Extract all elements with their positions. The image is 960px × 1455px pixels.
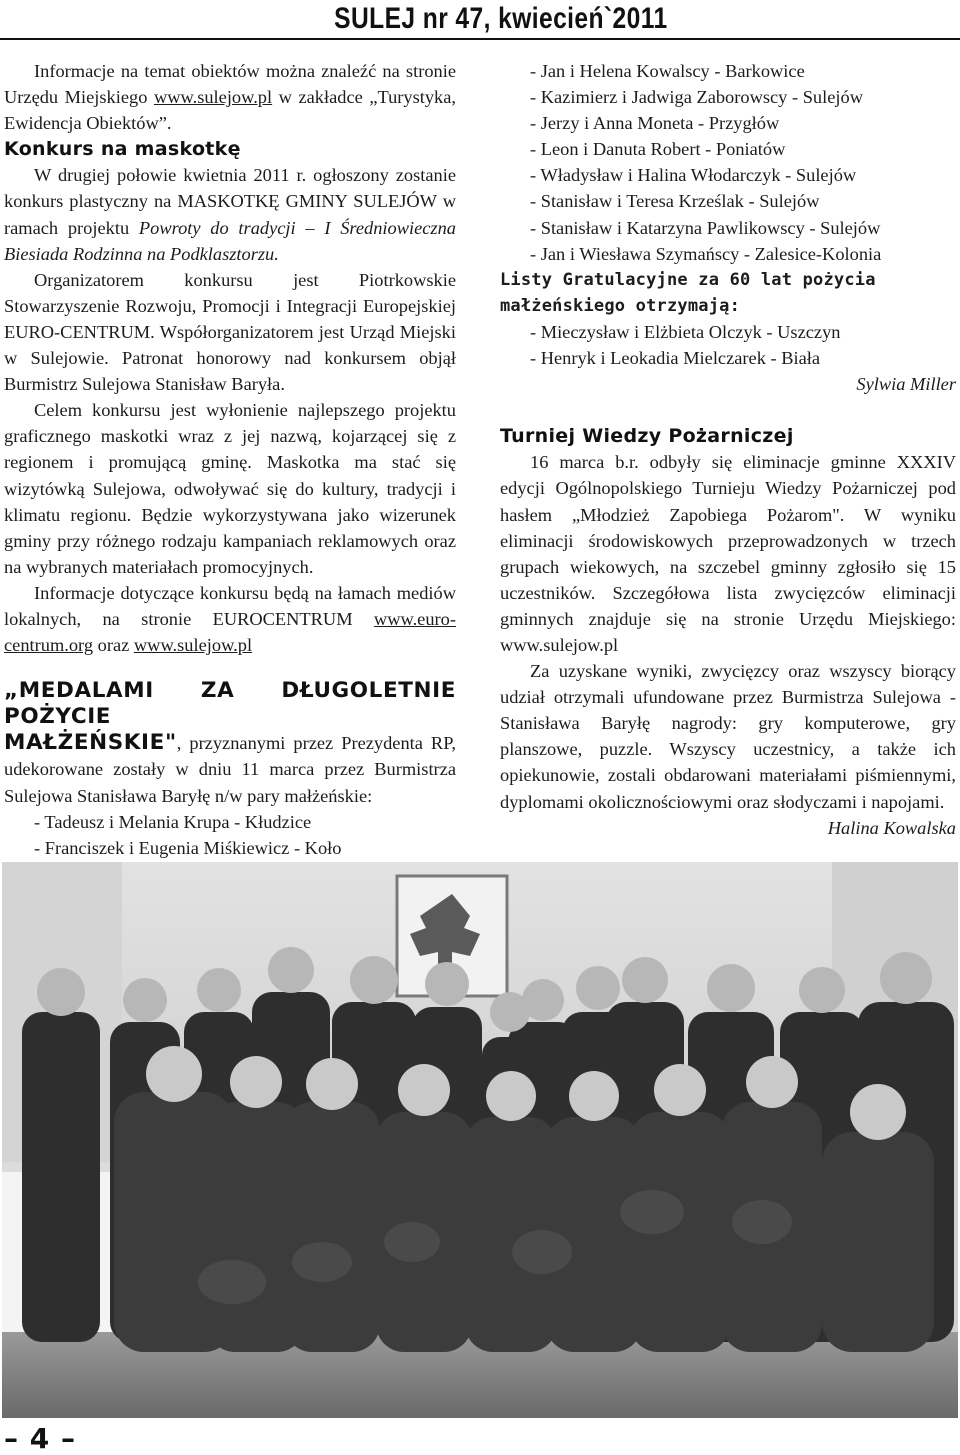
listy-heading: Listy Gratulacyjne za 60 lat pożycia małżeńskiego otrzymają: bbox=[500, 269, 876, 316]
medals-paragraph: MAŁŻEŃSKIE", przyznanymi przez Prezydenta RP, udekorowane zostały w dniu 11 marca przez Burmistrza Sulejowa Stanisława Baryłę n/w pary małżeńskie: bbox=[4, 730, 456, 806]
mascot-paragraph-3: Celem konkursu jest wyłonienie najlepszego projektu graficznego maskotki wraz z jej nazwą, kojarzącej się z regionem i promującą gminę. Maskotka ma stać się wizytówką Sulejowa, odwoływać się do kultury, tradycji i klimatu regionu. Będzie wykorzystywana jako wizerunek gminy przy różnego rodzaju kampaniach reklamowych oraz na wybranych materiałach promocyjnych. bbox=[4, 400, 456, 577]
couple-item: - Jerzy i Anna Moneta - Przygłów bbox=[530, 113, 780, 134]
masthead-rule bbox=[0, 38, 960, 40]
listy-item: - Henryk i Leokadia Mielczarek - Biała bbox=[530, 348, 821, 369]
group-photo bbox=[2, 862, 958, 1418]
page-number: – 4 – bbox=[4, 1422, 76, 1455]
masthead bbox=[0, 0, 960, 40]
signature-halina-kowalska: Halina Kowalska bbox=[827, 817, 956, 838]
mascot-heading: Konkurs na maskotkę bbox=[4, 138, 241, 161]
group-photo-image bbox=[2, 862, 958, 1418]
turniej-paragraph-2: Za uzyskane wyniki, zwycięzcy oraz wszyscy biorący udział otrzymali ufundowane przez Burmistrza Sulejowa - Stanisława Baryłę nagrody: gry komputerowe, gry planszowe, puzzle. Wszyscy uczestnicy, a także ich opiekunowie, zostali obdarowani materiałami piśmiennymi, dyplomami okolicznościowymi oraz słodyczami i napojami. bbox=[500, 661, 956, 812]
mascot-paragraph-1: W drugiej połowie kwietnia 2011 r. ogłoszony zostanie konkurs plastyczny na MASKOTKĘ GMINY SULEJÓW w ramach projektu Powroty do tradycji – I Średniowieczna Biesiada Rodzinna na Podklasztorzu. bbox=[4, 165, 456, 264]
spacer bbox=[4, 658, 456, 678]
turniej-paragraph-1: 16 marca b.r. odbyły się eliminacje gminne XXXIV edycji Ogólnopolskiego Turnieju Wiedzy Pożarniczej pod hasłem „Młodzież Zapobiega Pożarom". W wyniku eliminacji środowiskowych przeprowadzonych w trzech grupach wiekowych, na szczebel gminny zgłosiło się 15 uczestników. Szczegółowa lista zwycięzców eliminacji gminnych znajduje się na stronie Urzędu Miejskiego: www.sulejow.pl bbox=[500, 452, 956, 655]
couple-item: - Stanisław i Katarzyna Pawlikowscy - Sulejów bbox=[530, 217, 881, 238]
medal-couple-item: - Tadeusz i Melania Krupa - Kłudzice bbox=[34, 811, 312, 832]
couple-item: - Władysław i Halina Włodarczyk - Sulejów bbox=[530, 165, 857, 186]
couple-item: - Jan i Helena Kowalscy - Barkowice bbox=[530, 61, 805, 81]
medal-couple-item: - Franciszek i Eugenia Miśkiewicz - Koło bbox=[34, 837, 342, 858]
couple-item: - Kazimierz i Jadwiga Zaborowscy - Sulejów bbox=[530, 87, 863, 108]
medals-heading: „MEDALAMI ZA DŁUGOLETNIE POŻYCIE bbox=[4, 678, 456, 730]
couple-item: - Stanisław i Teresa Krześlak - Sulejów bbox=[530, 191, 820, 212]
mascot-paragraph-4: Informacje dotyczące konkursu będą na łamach mediów lokalnych, na stronie EUROCENTRUM www.euro-centrum.org oraz www.sulejow.pl bbox=[4, 582, 456, 656]
listy-item: - Mieczysław i Elżbieta Olczyk - Uszczyn bbox=[530, 321, 841, 342]
euro-centrum-link[interactable]: www.euro-centrum.org bbox=[4, 608, 456, 656]
newspaper-title: SULEJ nr 47, kwiecień`2011 bbox=[334, 2, 668, 35]
signature-sylwia-miller: Sylwia Miller bbox=[856, 374, 956, 395]
mascot-paragraph-2: Organizatorem konkursu jest Piotrkowskie Stowarzyszenie Rozwoju, Promocji i Integracji Europejskiej EURO-CENTRUM. Współorganizatorem jest Urząd Miejski w Sulejowie. Patronat honorowy nad konkursem objął Burmistrz Sulejowa Stanisław Baryła. bbox=[4, 269, 456, 395]
left-column bbox=[4, 58, 456, 861]
sulejow-link-2[interactable]: www.sulejow.pl bbox=[133, 635, 253, 656]
spacer bbox=[500, 397, 956, 423]
turniej-heading: Turniej Wiedzy Pożarniczej bbox=[500, 425, 794, 448]
right-column bbox=[500, 58, 956, 841]
couple-item: - Leon i Danuta Robert - Poniatów bbox=[530, 139, 786, 160]
sulejow-link[interactable]: www.sulejow.pl bbox=[153, 87, 273, 108]
intro-paragraph: Informacje na temat obiektów można znaleźć na stronie Urzędu Miejskiego www.sulejow.pl w zakładce „Turystyka, Ewidencja Obiektów”. bbox=[4, 61, 456, 134]
couple-item: - Jan i Wiesława Szymańscy - Zalesice-Kolonia bbox=[530, 243, 882, 264]
